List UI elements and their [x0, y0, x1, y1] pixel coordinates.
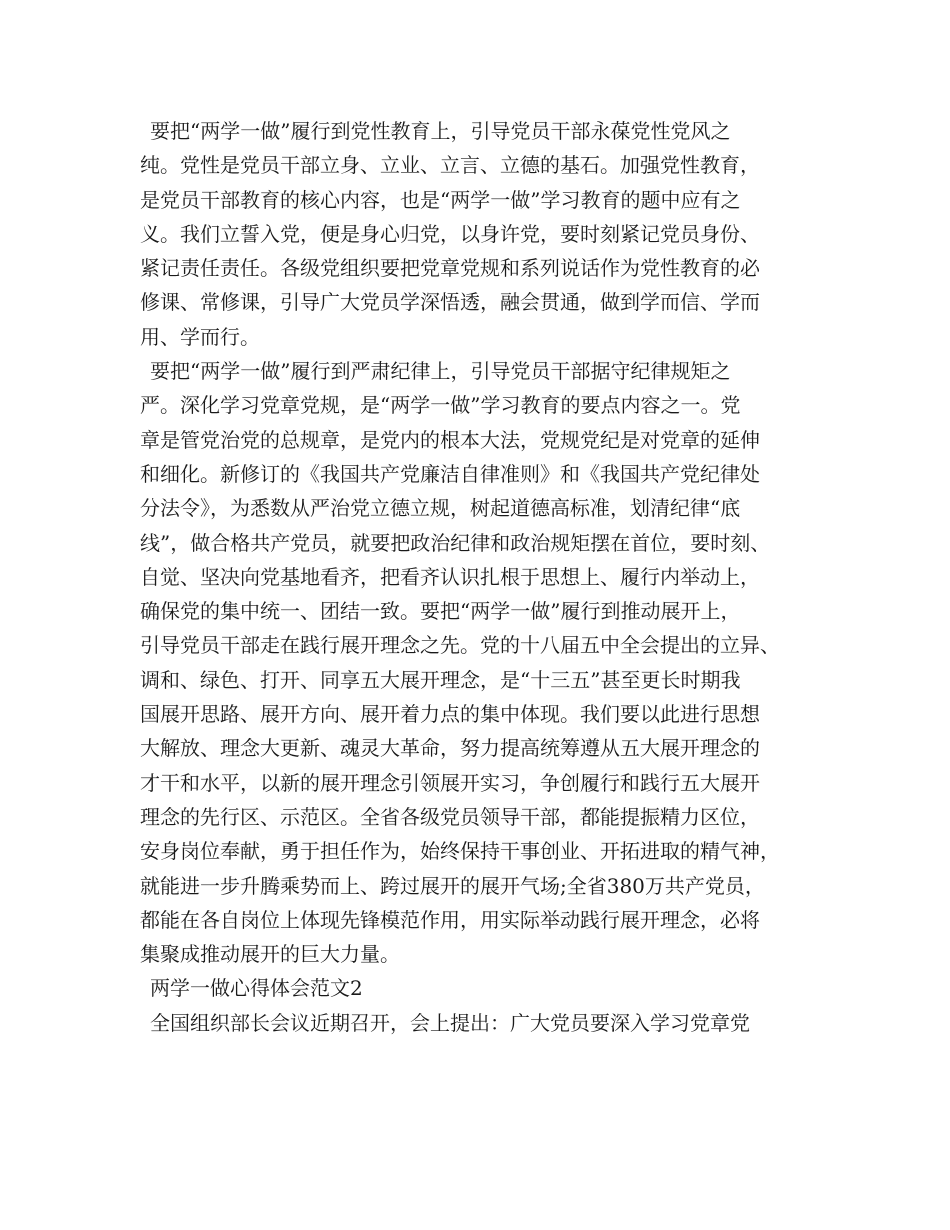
- paragraph-line: 引导党员干部走在践行展开理念之先。党的十八届五中全会提出的立异、: [140, 633, 780, 658]
- paragraph-line: 分法令》，为悉数从严治党立德立规，树起道德高标准，划清纪律“底: [140, 496, 741, 521]
- paragraph-line: 修课、常修课，引导广大党员学深悟透，融会贯通，做到学而信、学而: [140, 290, 760, 315]
- paragraph-line: 全国组织部长会议近期召开，会上提出：广大党员要深入学习党章党: [150, 1010, 750, 1035]
- paragraph-line: 自觉、坚决向党基地看齐，把看齐认识扎根于思想上、履行内举动上，: [140, 564, 760, 589]
- paragraph-line: 严。深化学习党章党规，是“两学一做”学习教育的要点内容之一。党: [140, 393, 741, 418]
- paragraph-line: 集聚成推动展开的巨大力量。: [140, 942, 400, 967]
- paragraph-line: 大解放、理念大更新、魂灵大革命，努力提高统筹遵从五大展开理念的: [140, 736, 760, 761]
- paragraph-line: 要把“两学一做”履行到党性教育上，引导党员干部永葆党性党风之: [150, 119, 731, 143]
- paragraph-line: 国展开思路、展开方向、展开着力点的集中体现。我们要以此进行思想: [140, 702, 760, 727]
- paragraph-line: 都能在各自岗位上体现先锋模范作用，用实际举动践行展开理念，必将: [140, 907, 760, 932]
- paragraph-line: 和细化。新修订的《我国共产党廉洁自律准则》和《我国共产党纪律处: [140, 461, 760, 486]
- paragraph-line: 紧记责任责任。各级党组织要把党章党规和系列说话作为党性教育的必: [140, 256, 760, 281]
- section-heading: 两学一做心得体会范文2: [150, 976, 363, 1001]
- paragraph-line: 才干和水平，以新的展开理念引领展开实习，争创履行和践行五大展开: [140, 770, 760, 795]
- paragraph-line: 义。我们立誓入党，便是身心归党，以身许党，要时刻紧记党员身份、: [140, 221, 760, 246]
- paragraph-line: 章是管党治党的总规章，是党内的根本大法，党规党纪是对党章的延伸: [140, 427, 760, 452]
- paragraph-line: 确保党的集中统一、团结一致。要把“两学一做”履行到推动展开上，: [140, 599, 741, 624]
- paragraph-line: 用、学而行。: [140, 324, 260, 349]
- paragraph-line: 要把“两学一做”履行到严肃纪律上，引导党员干部据守纪律规矩之: [150, 359, 731, 384]
- paragraph-line: 安身岗位奉献，勇于担任作为，始终保持干事创业、开拓进取的精气神，: [140, 839, 780, 864]
- paragraph-line: 就能进一步升腾乘势而上、跨过展开的展开气场;全省380万共产党员，: [140, 873, 765, 898]
- document-body: [140, 114, 830, 1040]
- paragraph-line: 是党员干部教育的核心内容，也是“两学一做”学习教育的题中应有之: [140, 187, 741, 212]
- paragraph-line: 理念的先行区、示范区。全省各级党员领导干部，都能提振精力区位，: [140, 804, 760, 829]
- paragraph-line: 线”，做合格共产党员，就要把政治纪律和政治规矩摆在首位，要时刻、: [140, 530, 771, 555]
- paragraph-line: 调和、绿色、打开、同享五大展开理念，是“十三五”甚至更长时期我: [140, 667, 741, 692]
- paragraph-line: 纯。党性是党员干部立身、立业、立言、立德的基石。加强党性教育，: [140, 153, 760, 178]
